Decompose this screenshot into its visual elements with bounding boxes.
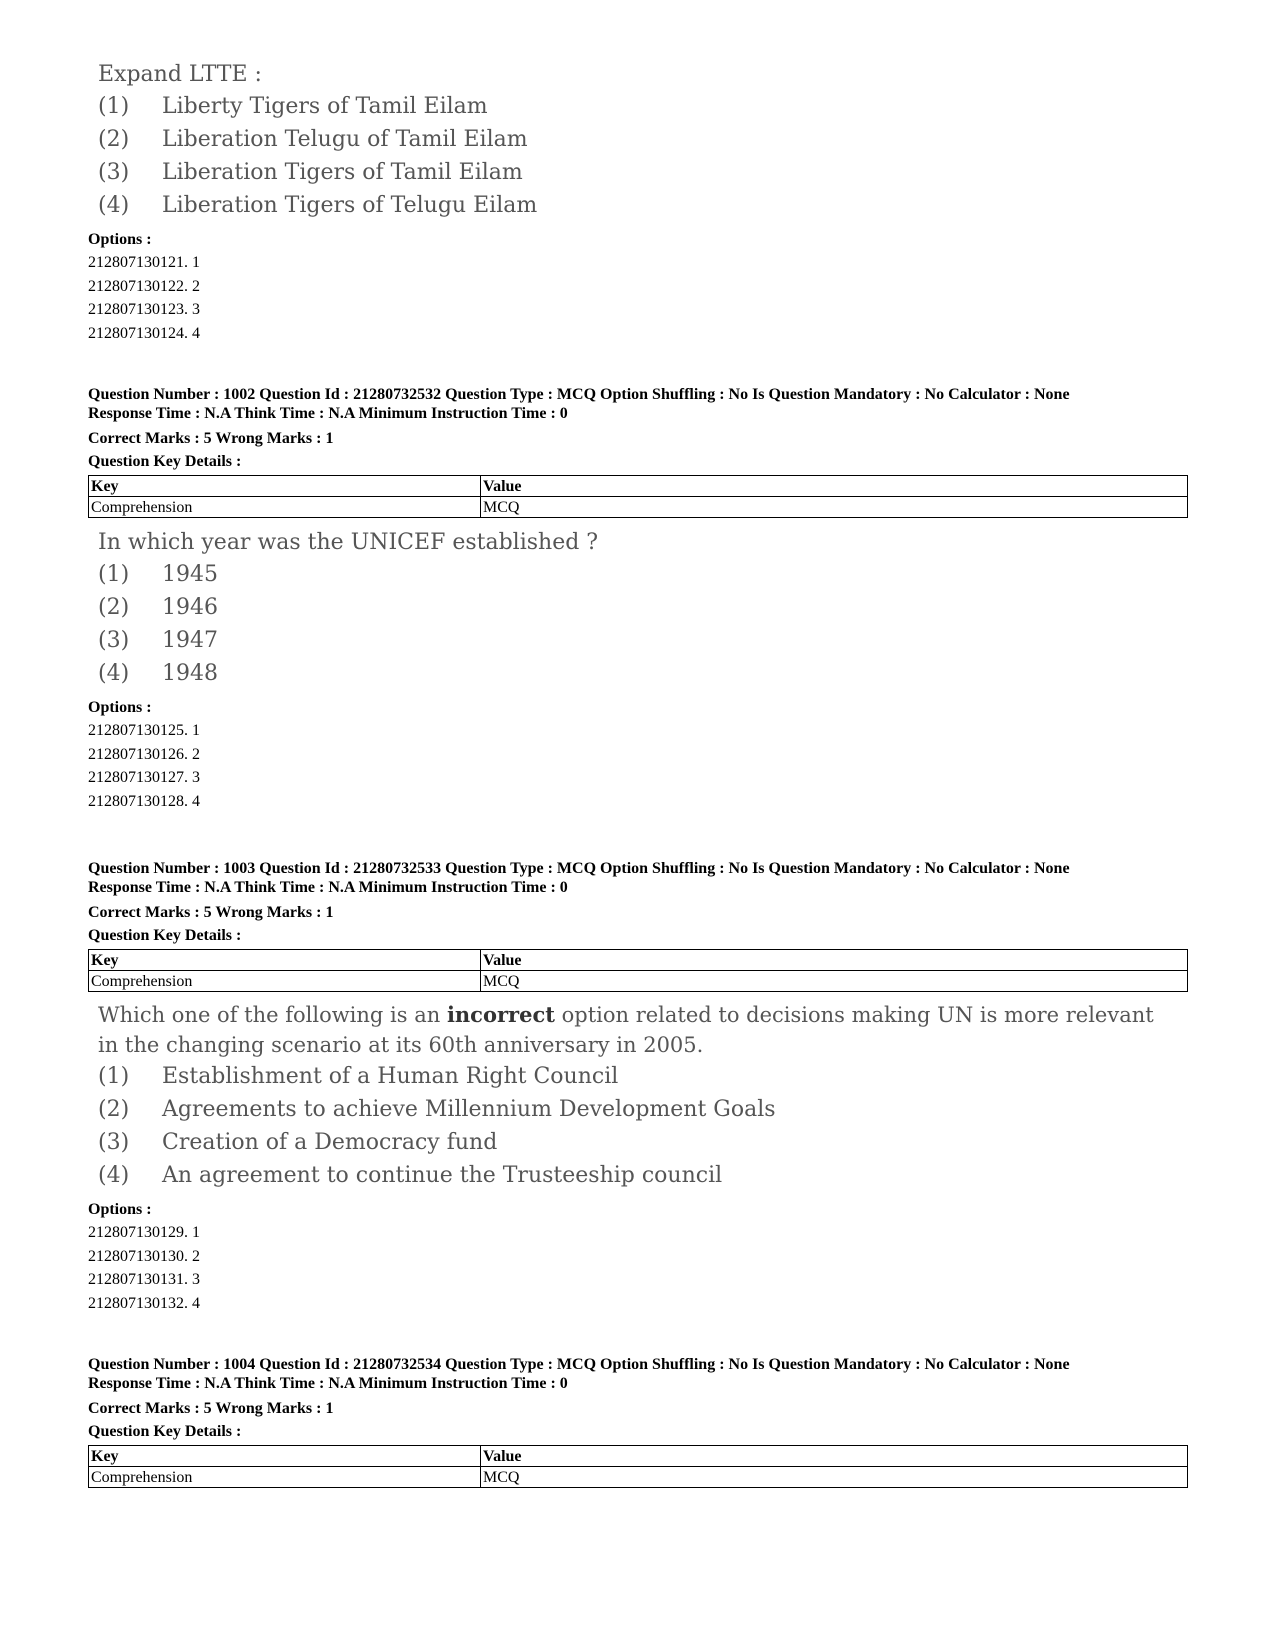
question-image bbox=[88, 1000, 1188, 1192]
key-details-label: Question Key Details : bbox=[88, 453, 242, 470]
question-stem: Which one of the following is an incorrect option related to decisions making UN is more relevant bbox=[98, 1002, 1154, 1027]
question-meta: Question Number : 1004 Question Id : 21280732534 Question Type : MCQ Option Shuffling : No Is Question Mandatory : No Calculator : None bbox=[88, 1356, 1070, 1373]
table-row bbox=[89, 971, 1188, 992]
option-id: 212807130132. 4 bbox=[88, 1294, 200, 1312]
option-id: 212807130131. 3 bbox=[88, 1271, 200, 1288]
question-1002 bbox=[88, 385, 1188, 813]
key-details-table bbox=[88, 475, 1188, 518]
table-cell-value: MCQ bbox=[481, 1467, 1188, 1488]
marks-line: Correct Marks : 5 Wrong Marks : 1 bbox=[88, 1400, 334, 1417]
question-option: (4) An agreement to continue the Trusteeship council bbox=[98, 1163, 723, 1188]
table-header-row bbox=[89, 950, 1188, 971]
question-option: (1) Establishment of a Human Right Council bbox=[98, 1064, 619, 1089]
table-header-value: Value bbox=[481, 476, 1188, 497]
table-header-row bbox=[89, 476, 1188, 497]
key-details-label: Question Key Details : bbox=[88, 927, 242, 944]
key-details-table bbox=[88, 1445, 1188, 1488]
question-1001 bbox=[88, 60, 1188, 345]
table-header-key: Key bbox=[89, 1446, 481, 1467]
options-label: Options : bbox=[88, 1201, 152, 1218]
option-id: 212807130130. 2 bbox=[88, 1247, 200, 1265]
marks-line: Correct Marks : 5 Wrong Marks : 1 bbox=[88, 430, 334, 447]
option-id: 212807130125. 1 bbox=[88, 722, 200, 739]
question-image bbox=[88, 60, 1188, 222]
question-stem: In which year was the UNICEF established ? bbox=[98, 530, 599, 555]
key-details-table bbox=[88, 949, 1188, 992]
question-option: (1) 1945 bbox=[98, 562, 218, 587]
question-stem-line2: in the changing scenario at its 60th anniversary in 2005. bbox=[98, 1033, 704, 1057]
option-id: 212807130121. 1 bbox=[88, 254, 200, 271]
options-label: Options : bbox=[88, 231, 152, 248]
option-id: 212807130126. 2 bbox=[88, 745, 200, 763]
question-meta-times: Response Time : N.A Think Time : N.A Minimum Instruction Time : 0 bbox=[88, 879, 568, 896]
option-id: 212807130129. 1 bbox=[88, 1224, 200, 1241]
table-cell-key: Comprehension bbox=[89, 1467, 481, 1488]
marks-line: Correct Marks : 5 Wrong Marks : 1 bbox=[88, 904, 334, 921]
question-option: (2) Liberation Telugu of Tamil Eilam bbox=[98, 127, 528, 152]
table-cell-value: MCQ bbox=[481, 971, 1188, 992]
question-stem: Expand LTTE : bbox=[98, 62, 262, 87]
question-option: (1) Liberty Tigers of Tamil Eilam bbox=[98, 94, 488, 119]
question-meta-times: Response Time : N.A Think Time : N.A Minimum Instruction Time : 0 bbox=[88, 1375, 568, 1392]
table-cell-value: MCQ bbox=[481, 497, 1188, 518]
question-option: (3) Creation of a Democracy fund bbox=[98, 1130, 498, 1155]
question-1003 bbox=[88, 859, 1188, 1315]
question-option: (2) 1946 bbox=[98, 595, 218, 620]
options-label: Options : bbox=[88, 699, 152, 716]
option-id: 212807130123. 3 bbox=[88, 301, 200, 318]
option-id: 212807130128. 4 bbox=[88, 792, 200, 810]
question-option: (4) Liberation Tigers of Telugu Eilam bbox=[98, 193, 538, 218]
question-1004 bbox=[88, 1355, 1188, 1488]
table-header-value: Value bbox=[481, 950, 1188, 971]
question-option: (2) Agreements to achieve Millennium Development Goals bbox=[98, 1097, 776, 1122]
table-row bbox=[89, 497, 1188, 518]
table-header-key: Key bbox=[89, 950, 481, 971]
question-option: (3) 1947 bbox=[98, 628, 218, 653]
option-id: 212807130127. 3 bbox=[88, 769, 200, 786]
table-header-key: Key bbox=[89, 476, 481, 497]
question-meta: Question Number : 1002 Question Id : 21280732532 Question Type : MCQ Option Shuffling : No Is Question Mandatory : No Calculator : None bbox=[88, 386, 1070, 403]
question-image bbox=[88, 528, 1188, 690]
table-header-value: Value bbox=[481, 1446, 1188, 1467]
question-meta: Question Number : 1003 Question Id : 21280732533 Question Type : MCQ Option Shuffling : No Is Question Mandatory : No Calculator : None bbox=[88, 860, 1070, 877]
table-header-row bbox=[89, 1446, 1188, 1467]
table-row bbox=[89, 1467, 1188, 1488]
option-id: 212807130124. 4 bbox=[88, 324, 200, 342]
question-option: (3) Liberation Tigers of Tamil Eilam bbox=[98, 160, 523, 185]
option-id: 212807130122. 2 bbox=[88, 277, 200, 295]
question-option: (4) 1948 bbox=[98, 661, 218, 686]
table-cell-key: Comprehension bbox=[89, 497, 481, 518]
table-cell-key: Comprehension bbox=[89, 971, 481, 992]
key-details-label: Question Key Details : bbox=[88, 1423, 242, 1440]
question-meta-times: Response Time : N.A Think Time : N.A Minimum Instruction Time : 0 bbox=[88, 405, 568, 422]
